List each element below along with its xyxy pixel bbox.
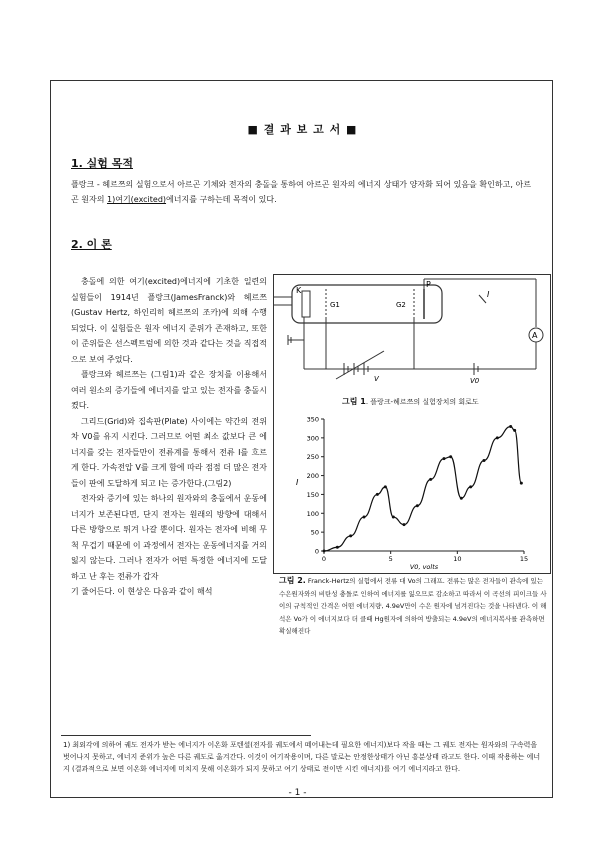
figure-box xyxy=(273,274,551,574)
data-point xyxy=(496,436,499,439)
x-tick-label: 5 xyxy=(388,555,393,563)
theory-column xyxy=(71,274,267,600)
figure2-caption xyxy=(279,575,549,638)
data-point xyxy=(403,523,406,526)
excited-footnote-ref: 1)여기(excited) xyxy=(107,195,167,204)
figure2-caption-text: Franck-Hertz의 실험에서 전류 대 Vo의 그래프. 전류는 많은 전자들이 관속에 있는 수은원자와의 비탄성 충돌로 인하여 에너지를 잃으므로 감소하고 따라서 이 곡선의 피이크들 사이의 규칙적인 간격은 어떤 에너지량, 4.9eV만이 수은 원자에 넘겨진다는 것을 나타낸다. 이 해석은 Vo가 이 에너지보다 더 클때 Hg원자에 의하여 방출되는 4.9eV의 에너지복사를 관측하면 확실해진다 xyxy=(279,577,547,635)
section1-body xyxy=(71,177,531,207)
x-axis-label: V0, volts xyxy=(409,563,439,571)
data-point xyxy=(460,497,463,500)
grid1-label: G1 xyxy=(330,301,340,309)
figure2-caption-number: 그림 2. xyxy=(279,576,306,585)
data-point xyxy=(509,425,512,428)
report-title: ■ 결 과 보 고 서 ■ xyxy=(247,123,358,136)
v0-label: V0 xyxy=(470,377,480,385)
franck-hertz-chart xyxy=(274,411,550,571)
data-point xyxy=(469,485,472,488)
data-point xyxy=(513,429,516,432)
report-frame xyxy=(50,80,553,798)
grid2-label: G2 xyxy=(396,301,406,309)
theory-paragraph-2: 플랑크와 헤르쯔는 (그림1)과 같은 장치를 이용해서 여러 원소의 증기들에 에너지를 알고 있는 전자를 충돌시켰다. xyxy=(71,370,267,410)
figure1-caption-text: . 플랑크-헤르쯔의 실험장치의 회로도 xyxy=(365,398,479,406)
y-tick-label: 0 xyxy=(314,547,319,556)
section1-heading: 1. 실험 목적 xyxy=(71,157,133,170)
current-label: I xyxy=(487,290,490,299)
section1-text-before: 플랑크 - 헤르쯔의 실험으로서 아르곤 기체와 전자의 충돌을 통하여 아르곤 원자의 에너지 상태가 양자화 되어 있음을 확인하고, 아르곤 원자의 xyxy=(71,180,531,204)
section1-text-after: 에너지를 구하는데 목적이 있다. xyxy=(166,195,277,204)
x-tick-label: 15 xyxy=(519,555,529,563)
y-tick-label: 150 xyxy=(306,490,319,499)
data-point xyxy=(483,459,486,462)
theory-paragraph-1: 충돌에 의한 여기(excited)에너지에 기초한 일련의 실험들이 1914년 플랑크(JamesFranck)와 헤르쯔(Gustav Hertz, 하인리히 헤르쯔의 조카)에 의해 수행되었다. 이 실험들은 원자 에너지 준위가 존재하고, 또한 이 준위들은 선스펙트럼에 의한 것과 같다는 것을 직접적으로 보여 주었다. xyxy=(71,277,267,364)
footnote-excited: 1) 최외각에 의하여 궤도 전자가 받는 에너지가 이온화 포텐셜(전자를 궤도에서 떼어내는데 필요한 에너지)보다 작을 때는 그 궤도 전자는 원자와의 구속력을 벗어나지 못하고, 에너지 준위가 높은 다른 궤도로 옮겨간다. 이것이 여기작용이며, 다른 말로는 안정한상태가 아닌 흥분상태 라고도 한다. 이때 작용하는 에너지 (결과적으로 보면 이온화 에너지에 미치지 못해 이온화가 되지 못하고 여기 상태로 전이만 시킨 에너지)를 여기 에너지라고 한다. xyxy=(63,741,541,773)
data-point xyxy=(392,516,395,519)
x-tick-label: 0 xyxy=(321,555,327,563)
y-tick-label: 200 xyxy=(306,472,319,481)
series-line xyxy=(324,427,521,551)
chart-layer xyxy=(296,416,528,572)
figure1-caption-number: 그림 1 xyxy=(342,397,366,406)
data-point xyxy=(443,457,446,460)
franck-hertz-circuit-diagram xyxy=(274,275,550,385)
data-point xyxy=(429,478,432,481)
footnote-rule xyxy=(61,735,311,736)
page-number: - 1 - xyxy=(288,788,307,798)
x-tick-label: 10 xyxy=(453,555,462,563)
data-point xyxy=(376,493,379,496)
y-tick-label: 50 xyxy=(310,528,319,537)
plate-label: P xyxy=(426,280,431,289)
ammeter-icon: A xyxy=(532,331,538,340)
y-axis-label: I xyxy=(296,478,299,487)
data-point xyxy=(384,485,387,488)
cathode-label: K xyxy=(296,286,302,295)
data-point xyxy=(349,534,352,537)
voltage-label: V xyxy=(374,375,379,383)
data-point xyxy=(449,455,452,458)
data-point xyxy=(336,546,339,549)
y-tick-label: 100 xyxy=(306,509,319,518)
data-point xyxy=(416,504,419,507)
data-point xyxy=(363,516,366,519)
section2-heading: 2. 이 론 xyxy=(71,238,112,251)
figure1-caption xyxy=(342,395,479,409)
y-tick-label: 250 xyxy=(306,453,319,462)
data-point xyxy=(520,482,523,485)
y-tick-label: 350 xyxy=(306,415,319,424)
y-tick-label: 300 xyxy=(306,434,319,443)
theory-paragraph-4: 전자와 증기에 있는 하나의 원자와의 충돌에서 운동에너지가 보존된다면, 단지 전자는 원래의 방향에 대해서 다른 방향으로 튀겨 나갈 뿐이다. 원자는 전자에 비해 무척 무겁기 때문에 이 과정에서 전자는 운동에너지를 거의 잃지 않는다. 그러나 전자가 어떤 특정한 에너지에 도달하고 난 후는 전류가 갑자 xyxy=(71,494,267,581)
data-point xyxy=(323,550,326,553)
theory-paragraph-5: 기 줄어든다. 이 현상은 다음과 같이 해석 xyxy=(71,587,213,596)
theory-paragraph-3: 그리드(Grid)와 집속판(Plate) 사이에는 약간의 전위차 V0를 유지 시킨다. 그러므로 어떤 최소 값보다 큰 에너지를 갖는 전자들만이 전류계를 통해서 전류 I를 흐르게 한다. 가속전압 V를 크게 함에 따라 점점 더 많은 전자들이 판에 도달하게 되고 I는 증가한다.(그림2) xyxy=(71,416,267,488)
